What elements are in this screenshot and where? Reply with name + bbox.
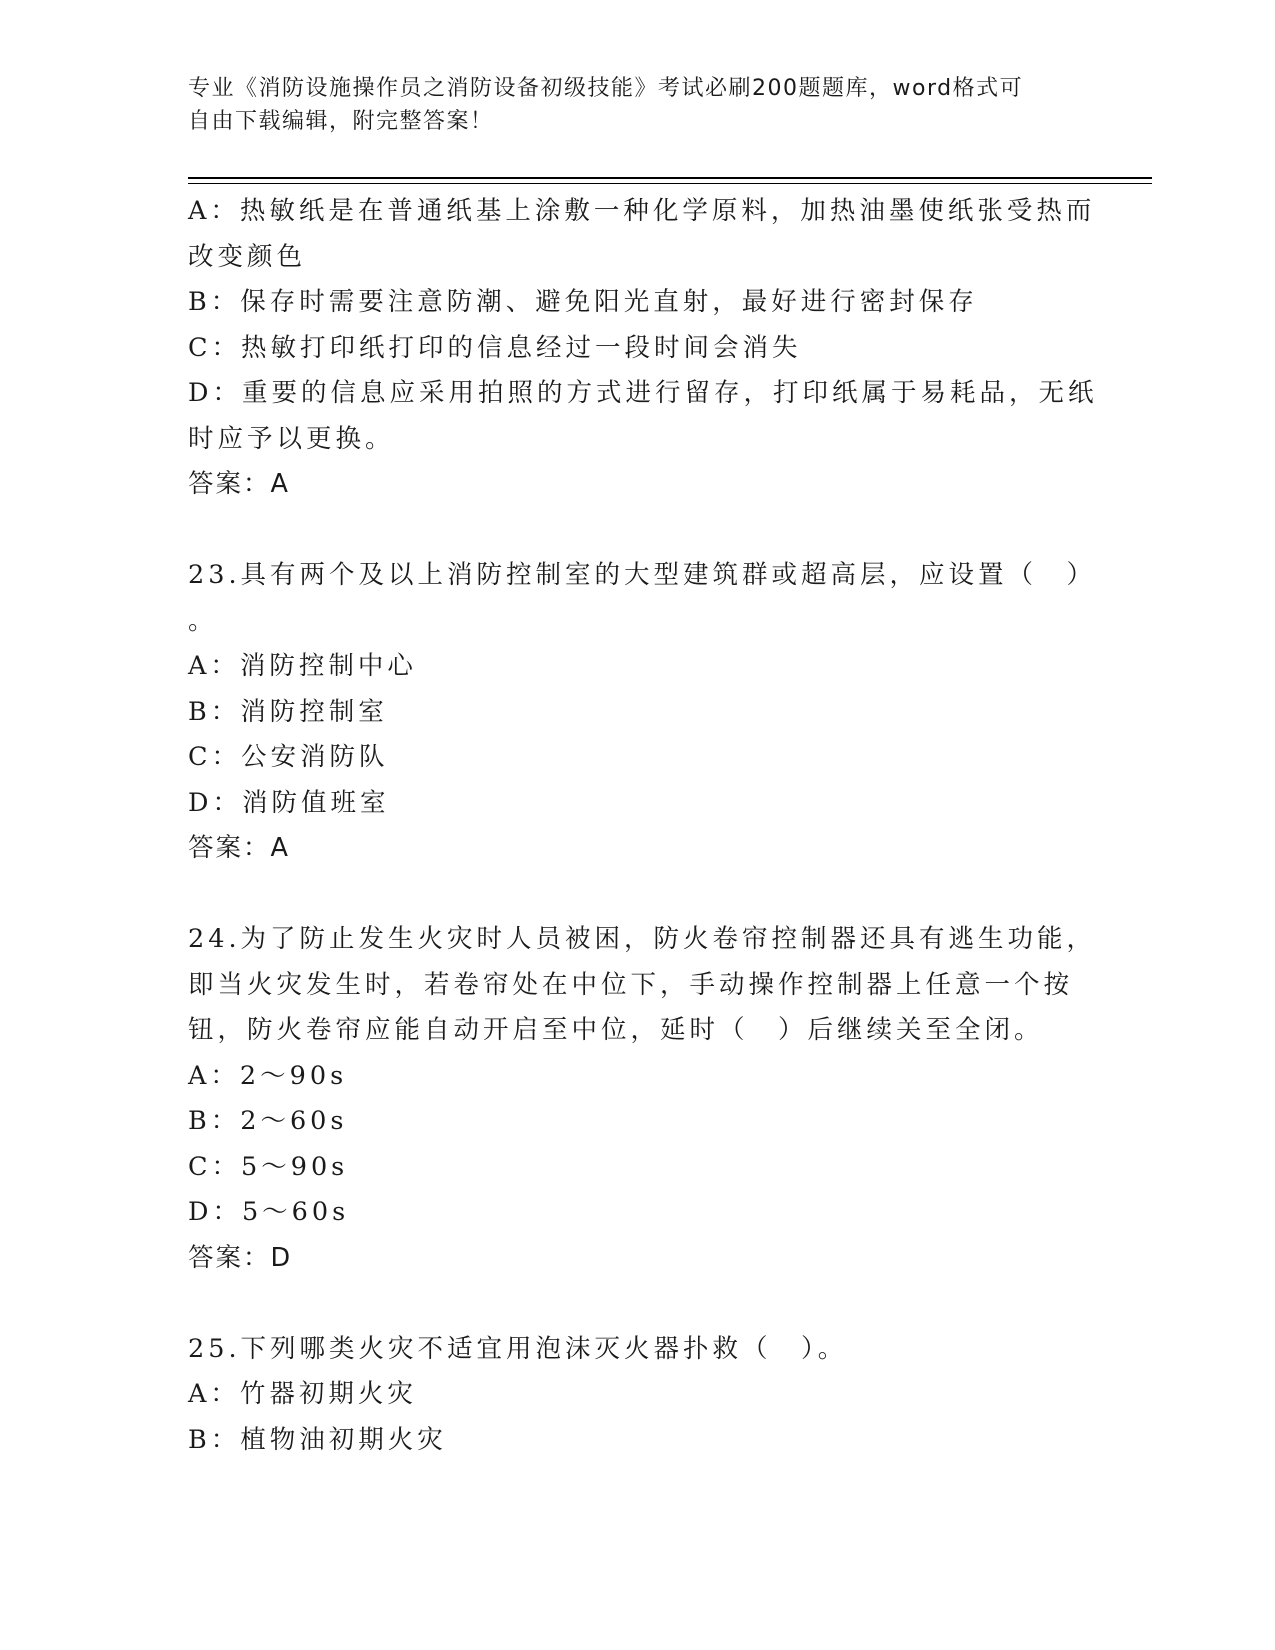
option-c: C：公安消防队 <box>188 742 389 772</box>
question-22-options <box>188 189 1098 508</box>
option-c: C：热敏打印纸打印的信息经过一段时间会消失 <box>188 332 802 363</box>
question-stem-line-1: 23.具有两个及以上消防控制室的大型建筑群或超高层，应设置（ ） <box>188 560 1097 590</box>
spacer <box>188 508 1088 554</box>
option-b: B：保存时需要注意防潮、避免阳光直射，最好进行密封保存 <box>188 287 978 317</box>
option-d: D：5～60s <box>188 1197 350 1227</box>
header-rule-thin <box>188 183 1152 184</box>
header-line-2: 自由下载编辑，附完整答案！ <box>188 109 494 134</box>
question-23 <box>188 553 1097 872</box>
header-rule-thick <box>188 177 1152 179</box>
question-stem-line-2: 。 <box>188 605 218 636</box>
spacer <box>188 872 1088 918</box>
option-c: C：5～90s <box>188 1151 349 1182</box>
option-a: A：2～90s <box>188 1060 348 1091</box>
question-stem-line-2: 即当火灾发生时，若卷帘处在中位下，手动操作控制器上任意一个按 <box>188 969 1074 1000</box>
option-b: B：植物油初期火灾 <box>188 1424 447 1455</box>
option-a-line-1: A：热敏纸是在普通纸基上涂敷一种化学原料，加热油墨使纸张受热而 <box>188 196 1096 226</box>
option-d: D：消防值班室 <box>188 787 390 818</box>
question-24 <box>188 917 1097 1281</box>
question-stem-line-3: 钮，防火卷帘应能自动开启至中位，延时（ ）后继续关至全闭。 <box>188 1015 1044 1045</box>
answer: 答案：A <box>188 469 290 499</box>
answer: 答案：D <box>188 1242 293 1273</box>
option-d-line-2: 时应予以更换。 <box>188 423 395 454</box>
option-d-line-1: D：重要的信息应采用拍照的方式进行留存，打印纸属于易耗品，无纸 <box>188 378 1098 408</box>
header-line-1: 专业《消防设施操作员之消防设备初级技能》考试必刷200题题库，word格式可 <box>188 76 1024 101</box>
question-content <box>188 189 1098 1463</box>
question-stem-line-1: 24.为了防止发生火灾时人员被困，防火卷帘控制器还具有逃生功能， <box>188 924 1097 954</box>
option-b: B：2～60s <box>188 1106 348 1136</box>
option-a: A：竹器初期火灾 <box>188 1379 417 1409</box>
option-a: A：消防控制中心 <box>188 651 417 681</box>
spacer <box>188 1281 1088 1327</box>
question-25 <box>188 1327 1088 1464</box>
answer: 答案：A <box>188 833 290 863</box>
option-a-line-2: 改变颜色 <box>188 241 307 272</box>
document-header <box>188 72 1068 138</box>
question-stem: 25.下列哪类火灾不适宜用泡沫灭火器扑救（ ）。 <box>188 1333 848 1364</box>
option-b: B：消防控制室 <box>188 696 388 727</box>
